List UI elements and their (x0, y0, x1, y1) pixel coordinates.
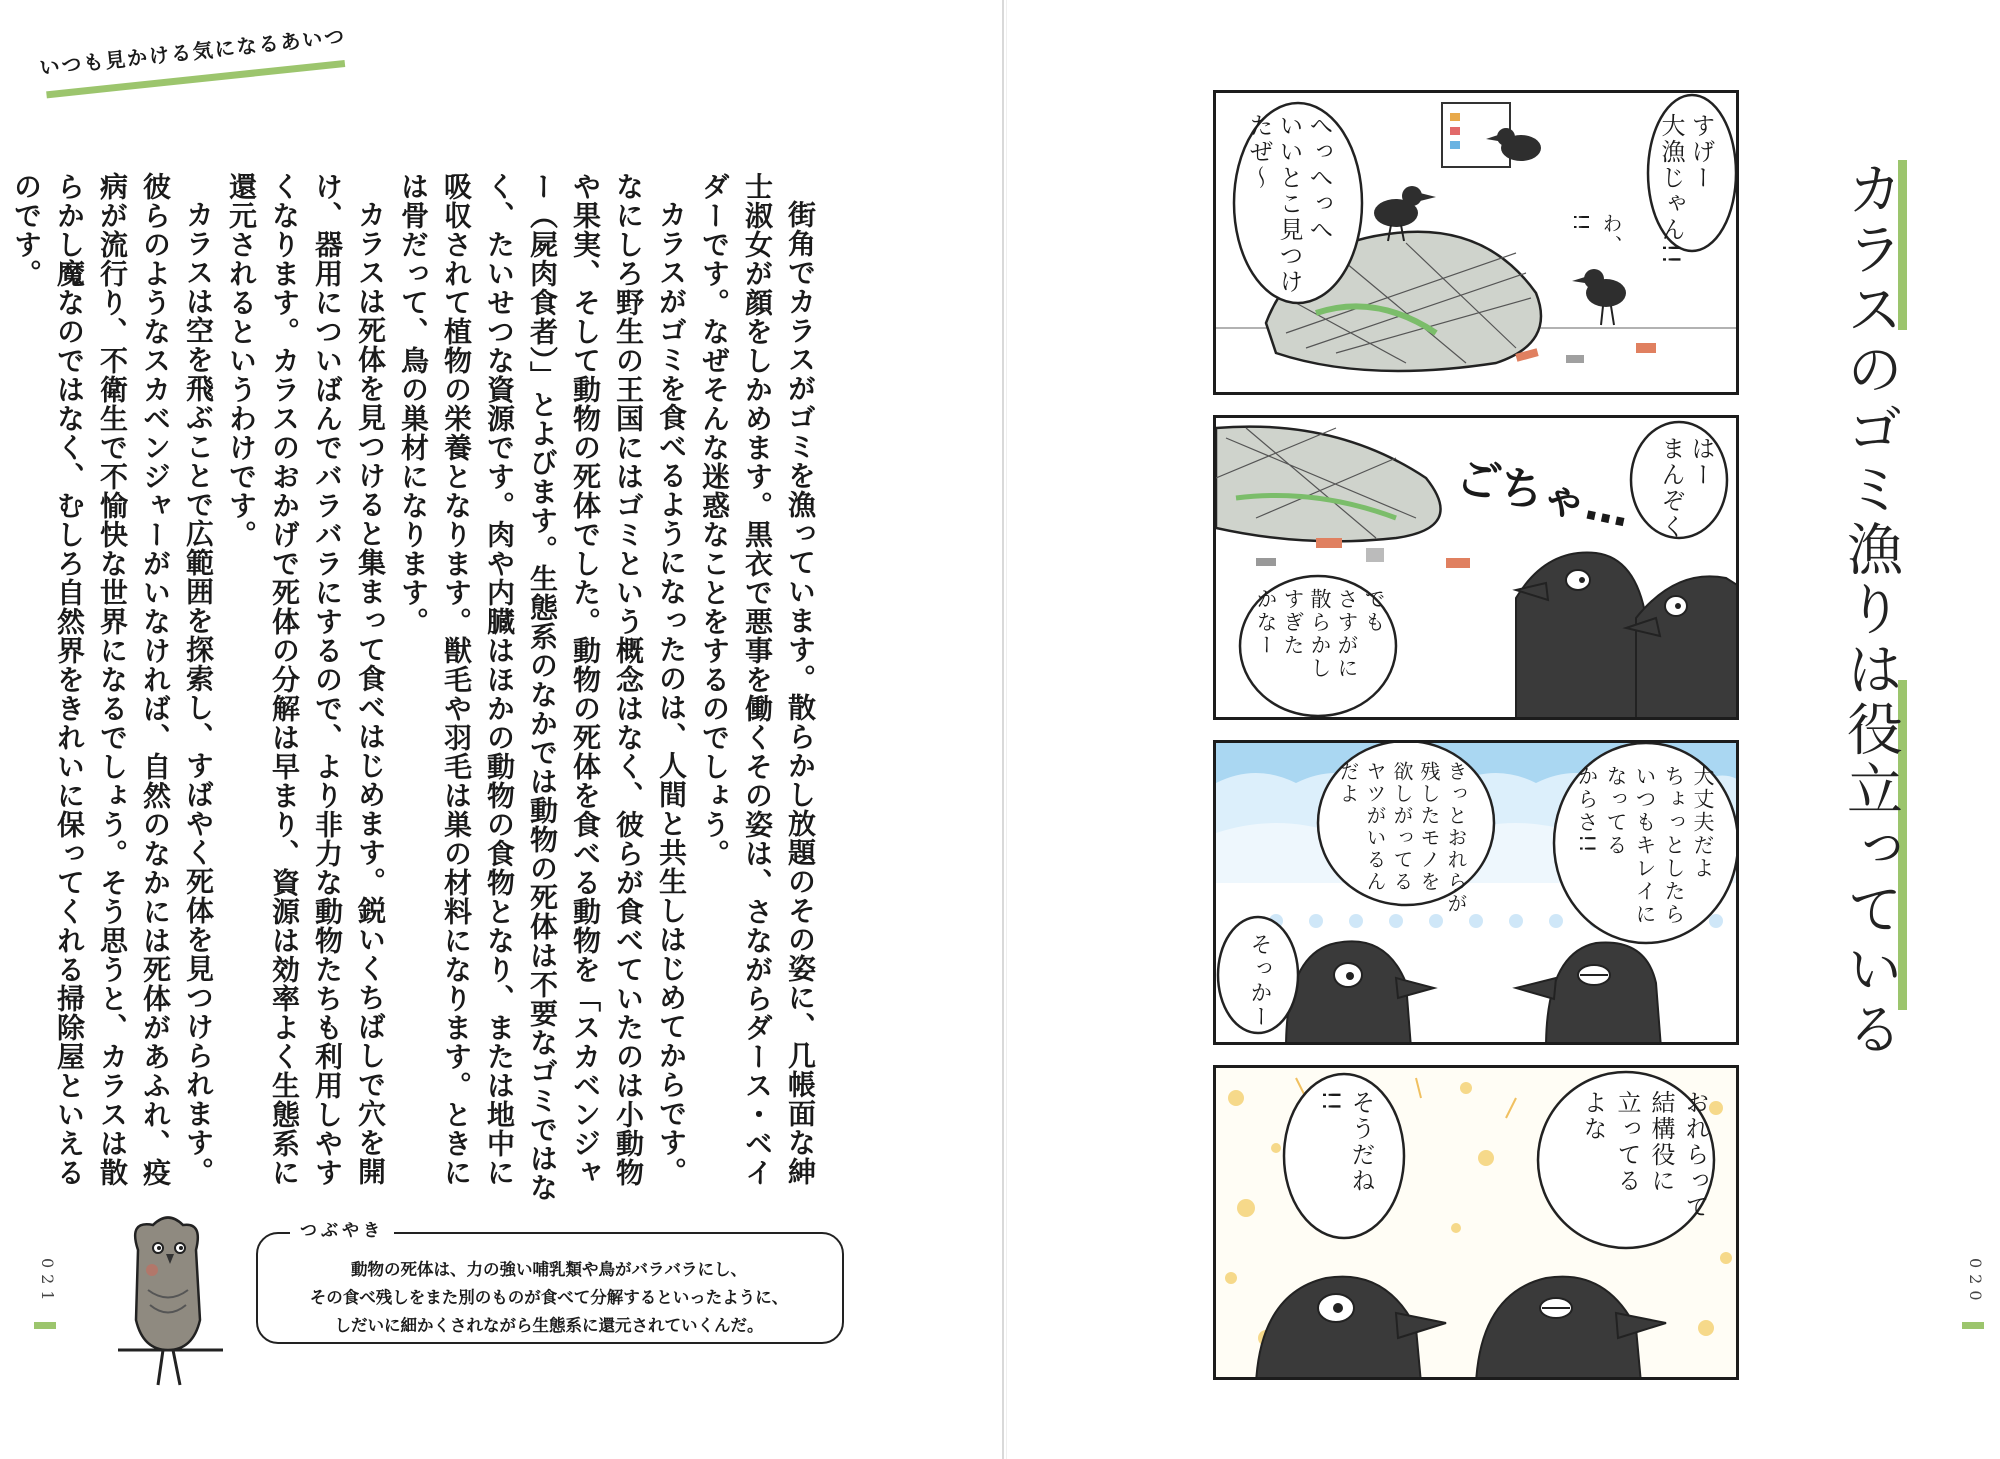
page-title: カラスのゴミ漁りは役立っている (1838, 160, 1903, 1060)
category-heading (38, 18, 372, 112)
panel-3-speech-left: そっかー (1247, 933, 1272, 1029)
panel-2-sfx: ごちゃ… (1451, 451, 1635, 538)
panel-4-speech-right: おれらって 結構役に 立ってる よな (1579, 1090, 1709, 1220)
panel-3-speech-mid: きっとおれらが 残したモノを 欲しがってる ヤツがいるん だよ (1336, 761, 1468, 915)
tweet-line-1: 動物の死体は、力の強い哺乳類や鳥がバラバラにし、 (351, 1260, 747, 1279)
comic-panel-3 (1213, 740, 1739, 1045)
category-label: いつも見かける気になるあいつ (38, 23, 348, 80)
article-body (5, 172, 822, 1202)
comic-panel-1 (1213, 90, 1739, 395)
comic-panel-2 (1213, 415, 1739, 720)
paragraph-4: カラスは空を飛ぶことで広範囲を探索し、すばやく死体を見つけられます。彼らのようなスカベンジャーがいなければ、自然のなかには死体があふれ、疫病が流行り、不衛生で不愉快な世界になるでしょう。そう思うと、カラスは散らかし魔なのではなく、むしろ自然界をきれいに保ってくれる掃除屋といえるのです。 (10, 172, 215, 1187)
comic-strip (1213, 90, 1739, 1380)
paragraph-2: カラスがゴミを食べるようになったのは、人間と共生しはじめてからです。なにしろ野生の王国にはゴミという概念はなく、彼らが食べていたのは小動物や果実、そして動物の死体でした。動物の死体を食べる動物を「スカベンジャー（屍肉食者）」とよびます。生態系のなかでは動物の死体は不要なゴミではなく、たいせつな資源です。肉や内臓はほかの動物の食物となり、または地中に吸収されて植物の栄養となります。獣毛や羽毛は巣の材料になります。ときには骨だって、鳥の巣材になります。 (397, 172, 688, 1202)
tweet-text (262, 1256, 836, 1340)
panel-1-sfx: わ、 !! (1569, 213, 1623, 257)
panel-4-speech-left: そうだね !! (1317, 1090, 1375, 1194)
tweet-label: つぶやき (290, 1216, 394, 1241)
paragraph-1: 街角でカラスがゴミを漁っています。散らかし放題のその姿に、几帳面な紳士淑女が顔をしかめます。黒衣で悪事を働くその姿は、さながらダース・ベイダーです。なぜそんな迷惑なことをするのでしょう。 (698, 172, 817, 1187)
page-number-right: 020 (1966, 1258, 1985, 1307)
panel-1-speech-left: へっへっへ いいとこ見つけ たぜ〜 (1245, 113, 1333, 295)
panel-1-speech-right: すげー 大漁じゃん!! (1657, 113, 1715, 267)
tweet-line-2: その食べ残しをまた別のものが食べて分解するといったように、 (309, 1288, 789, 1307)
paragraph-3: カラスは死体を見つけると集まって食べはじめます。鋭いくちばしで穴を開け、器用についばんでバラバラにするので、より非力な動物たちも利用しやすくなります。カラスのおかげで死体の分解は早まり、資源は効率よく生態系に還元されるというわけです。 (225, 172, 387, 1187)
comic-panel-4 (1213, 1065, 1739, 1380)
book-spine-shadow (1006, 0, 1007, 1459)
panel-2-speech-right: はー まんぞく (1657, 436, 1715, 540)
owl-illustration (108, 1210, 228, 1390)
book-spine (1002, 0, 1004, 1459)
page-number-left: 021 (38, 1258, 57, 1307)
panel-3-speech-right: 大丈夫だよ ちょっとしたら いつもキレイに なってる からさ!! (1575, 765, 1715, 926)
tweet-line-3: しだいに細かくされながら生態系に還元されていくんだ。 (334, 1316, 764, 1335)
panel-2-speech-left: でも さすがに 散らかし すぎた かなー (1254, 588, 1386, 680)
page-number-bar-left (34, 1322, 56, 1329)
page-number-bar-right (1962, 1322, 1984, 1329)
